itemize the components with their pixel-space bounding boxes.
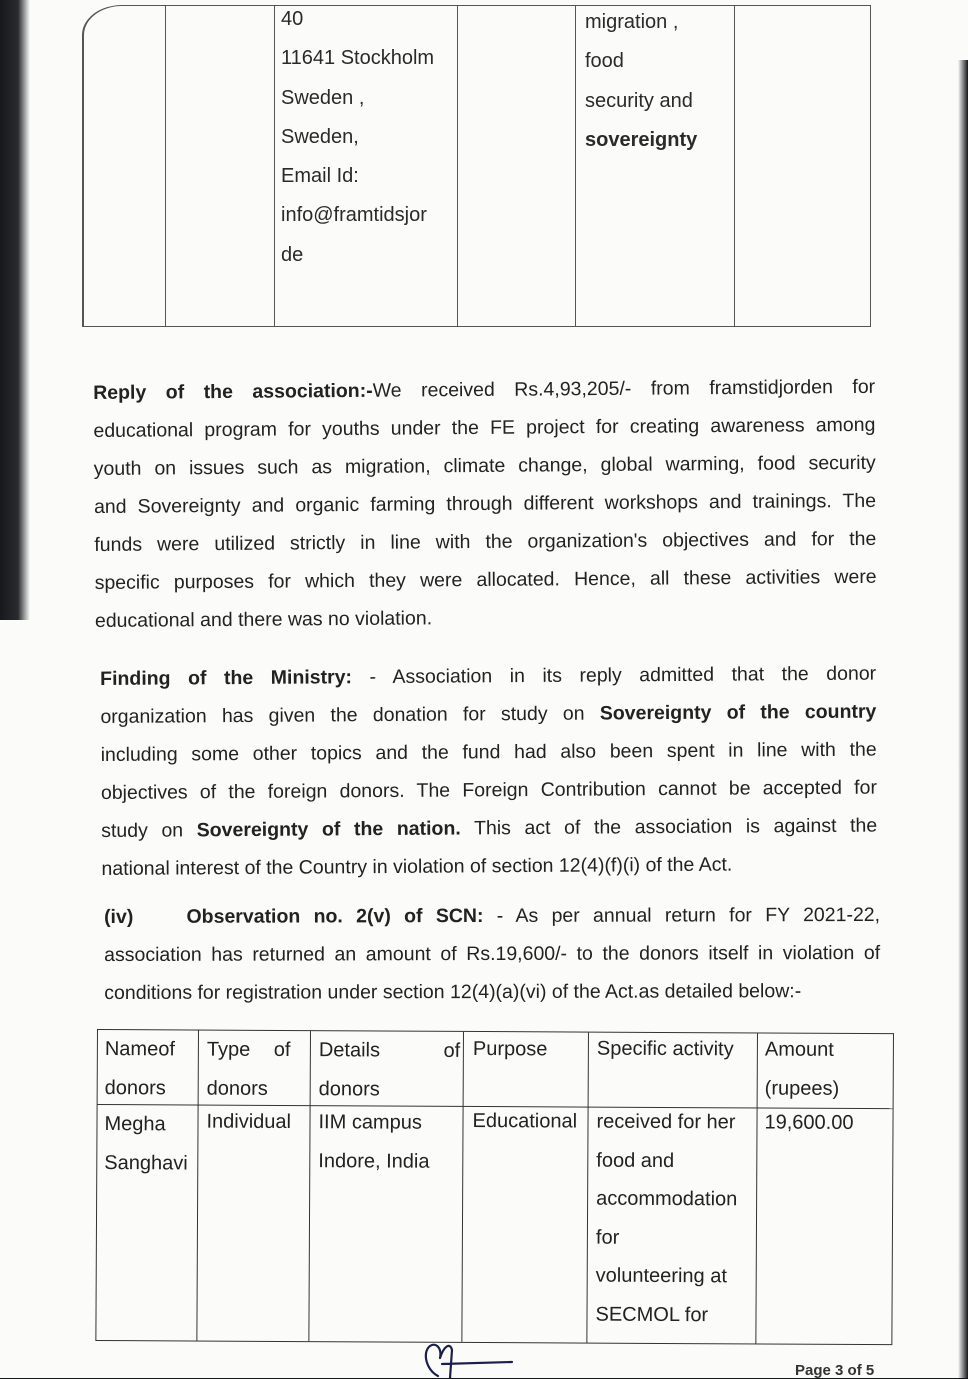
emphasis-text: Sovereignty of the country (599, 700, 877, 725)
address-line: Sweden, (281, 125, 359, 148)
paragraph-line: objectives of the foreign donors. The Foreign Contribution cannot be accepted for (100, 776, 877, 804)
finding-paragraph (100, 655, 878, 888)
cell-line: volunteering at (595, 1264, 727, 1288)
table-column-divider (586, 1033, 589, 1343)
header-line: Amount (764, 1038, 834, 1061)
line-text: - Association in its reply admitted that the donor (351, 662, 877, 689)
cell-line: accommodation (596, 1187, 738, 1211)
cell-line: for (595, 1226, 620, 1249)
address-line: 11641 Stockholm (281, 47, 435, 70)
donor-address-cell (281, 0, 434, 275)
observation-paragraph (104, 896, 880, 1012)
header-purpose (473, 1030, 548, 1069)
line-text: This act of the association is against the (460, 814, 878, 840)
header-details-of-donors (319, 1031, 459, 1109)
header-line: Details of (318, 1039, 461, 1062)
cell-line: Individual (206, 1110, 292, 1134)
cell-line: 19,600.00 (764, 1111, 854, 1134)
paragraph-line: educational program for youths under the FE project for creating awareness among (93, 413, 876, 442)
paragraph-line (101, 807, 877, 850)
observation-label: Observation no. 2(v) of SCN: (186, 905, 484, 928)
observation-number: (iv) (104, 905, 134, 928)
paragraph-line: youth on issues such as migration, climate change, global warming, food security (93, 451, 876, 480)
scan-shadow-left (0, 0, 30, 620)
header-line: donors (318, 1077, 380, 1100)
table-column-divider (196, 1031, 199, 1341)
cell-line: received for her (596, 1110, 736, 1134)
paragraph-line: funds were utilized strictly in line with the organization's objectives and for the (94, 527, 877, 556)
cell-donor-details (318, 1103, 430, 1181)
cell-line: food and (596, 1149, 675, 1172)
address-line: info@framtidsjor (281, 204, 427, 227)
line-text: We received Rs.4,93,205/- from framstidjorden for (372, 375, 876, 402)
cell-line: IIM campus (318, 1111, 422, 1134)
reply-label: Reply of the association:- (93, 379, 373, 404)
paragraph-line: association has returned an amount of Rs.19,600/- to the donors itself in violation of (104, 941, 881, 966)
address-line: de (281, 243, 304, 266)
foreign-donor-table-fragment (82, 5, 871, 327)
cell-line: Indore, India (318, 1149, 430, 1173)
header-specific-activity (597, 1030, 734, 1069)
header-word: of (158, 1038, 175, 1061)
purpose-line: security and (585, 89, 693, 112)
header-line: donors (206, 1077, 268, 1100)
address-line: Sweden , (281, 86, 365, 109)
header-line (105, 1030, 193, 1069)
cell-amount (764, 1103, 853, 1142)
paragraph-line (100, 693, 876, 736)
cell-purpose (472, 1102, 577, 1141)
signature-mark (420, 1340, 520, 1378)
header-line: donors (104, 1076, 166, 1099)
scan-shadow-right (958, 60, 968, 1378)
header-line: Type of (206, 1038, 291, 1062)
table-column-divider (461, 1032, 464, 1342)
header-line: (rupees) (764, 1076, 840, 1100)
paragraph-line: specific purposes for which they were allocated. Hence, all these activities were (94, 565, 877, 594)
header-name-of-donors (105, 1030, 193, 1107)
paragraph-line: and Sovereignty and organic farming through different workshops and trainings. The (93, 489, 877, 518)
paragraph-line (100, 655, 876, 698)
table-column-divider (734, 6, 735, 326)
cell-line: Educational (472, 1109, 578, 1133)
cell-donor-type (206, 1103, 291, 1142)
reply-paragraph (93, 368, 877, 640)
paragraph-line (93, 368, 875, 412)
header-amount (765, 1030, 840, 1107)
purpose-line-bold: sovereignty (585, 128, 698, 151)
cell-line: Megha (104, 1113, 166, 1136)
emphasis-text: Sovereignty of the nation. (196, 817, 461, 842)
header-type-of-donors (207, 1031, 303, 1109)
table-column-divider (755, 1033, 758, 1343)
line-text: organization has given the donation for study on (100, 702, 600, 728)
cell-line: SECMOL for (595, 1303, 709, 1326)
header-word: Name (104, 1038, 159, 1061)
header-line: Purpose (472, 1037, 548, 1061)
purpose-line: migration , (585, 11, 679, 33)
donor-purpose-cell (585, 3, 697, 160)
line-text: study on (101, 819, 197, 842)
table-column-divider (575, 6, 576, 326)
table-column-divider (457, 6, 458, 326)
cell-donor-name (104, 1105, 188, 1182)
table-column-divider (308, 1031, 311, 1341)
address-line: 40 (281, 8, 304, 30)
header-line: Specific activity (596, 1037, 734, 1061)
address-line: Email Id: (281, 165, 359, 188)
table-column-divider (274, 6, 275, 326)
paragraph-line: conditions for registration under section 12(4)(a)(vi) of the Act.as detailed below:- (104, 980, 802, 1004)
returned-donations-table (95, 1029, 894, 1345)
cell-specific-activity (595, 1103, 737, 1335)
table-column-divider (165, 6, 166, 326)
paragraph-line: educational and there was no violation. (94, 607, 433, 632)
line-text: - As per annual return for FY 2021-22, (483, 903, 881, 928)
finding-label: Finding of the Ministry: (100, 666, 353, 690)
paragraph-line (104, 896, 880, 936)
paragraph-line: national interest of the Country in violation of section 12(4)(f)(i) of the Act. (101, 853, 733, 880)
page-number: Page 3 of 5 (795, 1362, 875, 1379)
cell-line: Sanghavi (104, 1151, 188, 1174)
purpose-line: food (585, 50, 624, 73)
paragraph-line: including some other topics and the fund had also been spent in line with the (100, 738, 877, 766)
